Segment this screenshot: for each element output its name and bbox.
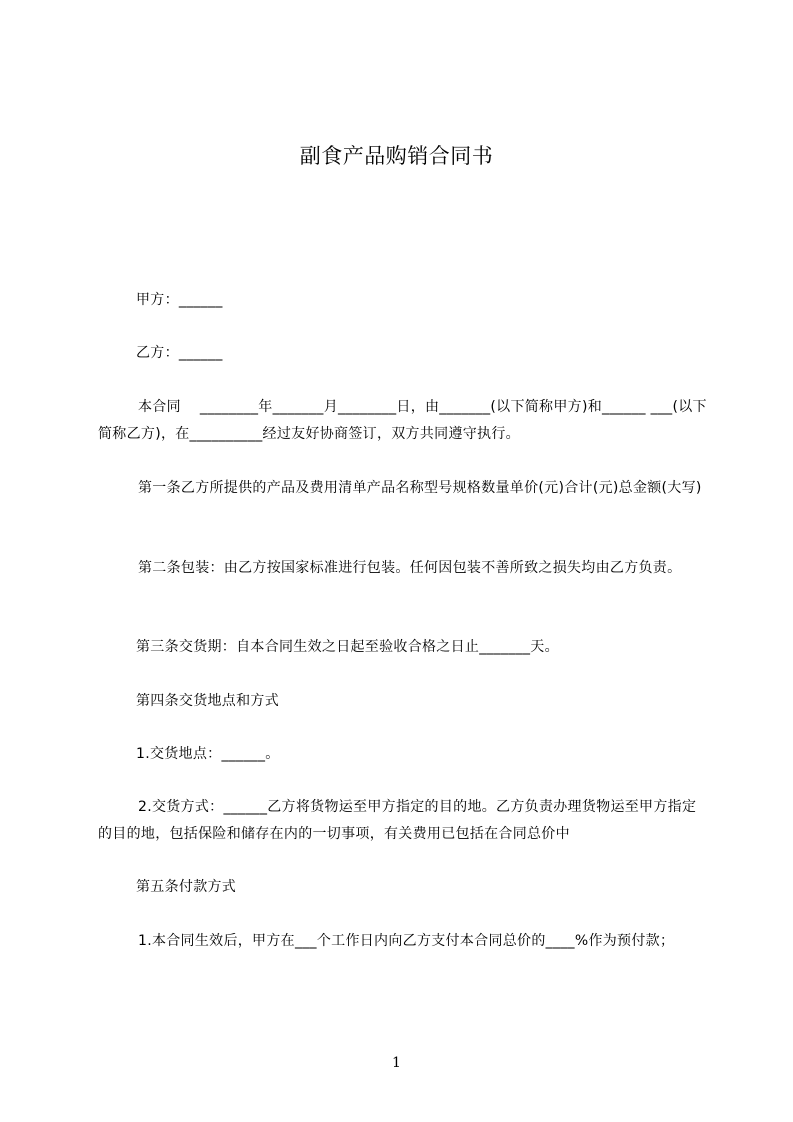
document-title: 副食产品购销合同书 xyxy=(299,144,494,168)
delivery-method-item: 2.交货方式：______乙方将货物运至甲方指定的目的地。乙方负责办理货物运至甲方指定的目的地，包括保险和储存在内的一切事项，有关费用已包括在合同总价中 xyxy=(98,799,697,842)
article-2-paragraph: 第二条包装：由乙方按国家标准进行包装。任何因包装不善所致之损失均由乙方负责。 xyxy=(138,560,682,576)
article-1-paragraph: 第一条乙方所提供的产品及费用清单产品名称型号规格数量单价(元)合计(元)总金额(大写) xyxy=(138,480,702,496)
party-a-line: 甲方：______ xyxy=(136,292,223,308)
article-5-heading: 第五条付款方式 xyxy=(136,879,237,895)
payment-item-1: 1.本合同生效后，甲方在___个工作日内向乙方支付本合同总价的____%作为预付款； xyxy=(138,933,675,949)
article-4-heading: 第四条交货地点和方式 xyxy=(136,693,279,709)
page-number: 1 xyxy=(392,1055,401,1071)
party-b-line: 乙方：______ xyxy=(136,345,223,361)
contract-intro-paragraph: 本合同 ________年_______月________日，由_______(以下简称甲方)和______ ___(以下简称乙方)，在__________经过友好协商签订，双方共同遵守执行。 xyxy=(98,399,707,442)
article-3-paragraph: 第三条交货期：自本合同生效之日起至验收合格之日止_______天。 xyxy=(136,639,559,655)
delivery-location-item: 1.交货地点：______。 xyxy=(136,746,280,762)
